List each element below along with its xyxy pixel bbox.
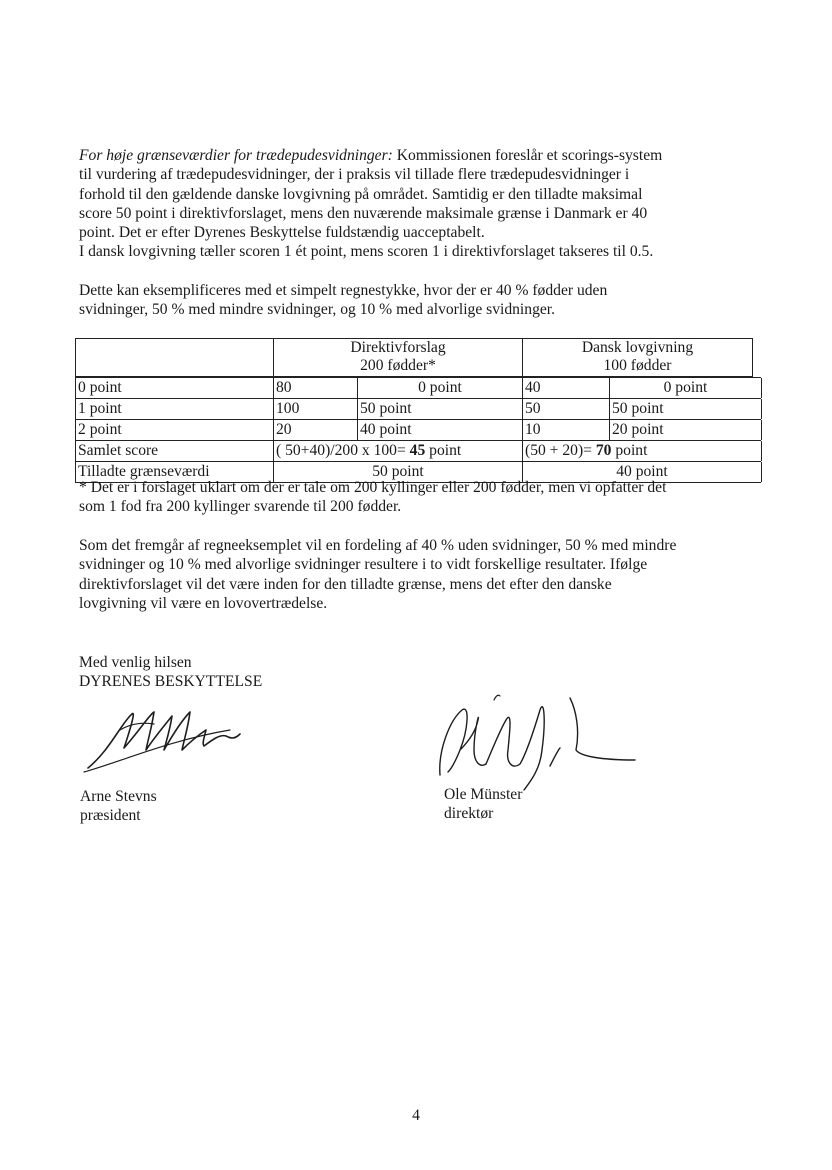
conclusion-paragraph	[79, 536, 729, 613]
directive-count: 100	[274, 399, 358, 419]
intro-line: til vurdering af trædepudesvidninger, der i praksis vil tillade flere trædepudesvidninger i	[79, 166, 630, 184]
example-paragraph	[79, 281, 729, 320]
footnote-line: som 1 fod fra 200 kyllinger svarende til 200 fødder.	[79, 498, 402, 516]
table-header-row	[75, 338, 753, 377]
page-number: 4	[412, 1107, 420, 1124]
directive-count: 20	[274, 420, 358, 440]
directive-total-formula: ( 50+40)/200 x 100=	[276, 442, 410, 459]
danish-count: 10	[523, 420, 610, 440]
row-label: 0 point	[76, 378, 274, 398]
signature-arne-stevns	[80, 700, 260, 780]
conclusion-line: direktivforslaget vil det være inden for den tilladte grænse, mens det efter den danske	[79, 575, 612, 593]
intro-paragraph	[79, 146, 729, 262]
directive-total-value: 45	[409, 442, 426, 459]
signature-ole-munster	[430, 690, 640, 790]
directive-points: 50 point	[358, 399, 523, 419]
closing-organization: DYRENES BESKYTTELSE	[79, 673, 263, 691]
row-label: 1 point	[76, 399, 274, 419]
intro-line: point. Det er efter Dyrenes Beskyttelse fuldstændig uacceptabelt.	[79, 224, 485, 242]
footnote	[79, 478, 729, 517]
header-directive	[274, 339, 523, 376]
example-line: Dette kan eksemplificeres med et simpelt regnestykke, hvor der er 40 % fødder uden	[79, 282, 608, 299]
intro-text: Kommissionen foreslår et scorings-system	[392, 147, 663, 164]
row-label: Samlet score	[76, 441, 274, 461]
row-label: 2 point	[76, 420, 274, 440]
directive-count: 80	[274, 378, 358, 398]
danish-total-unit: point	[611, 442, 648, 459]
header-danish-sub: 100 fødder	[603, 357, 672, 374]
intro-line: score 50 point i direktivforslaget, mens den nuværende maksimale grænse i Danmark er 40	[79, 204, 648, 222]
danish-total-formula: (50 + 20)=	[525, 442, 596, 459]
danish-points: 0 point	[610, 378, 762, 398]
directive-total	[274, 441, 523, 461]
closing	[79, 653, 729, 692]
signatory-name: Ole Münster	[444, 786, 523, 803]
score-comparison-table	[75, 338, 761, 483]
signatory-name: Arne Stevns	[80, 788, 157, 805]
directive-limit: 50 point	[274, 462, 523, 482]
directive-points: 0 point	[358, 378, 523, 398]
table-header-empty	[76, 339, 274, 376]
header-directive-sub: 200 fødder*	[360, 357, 436, 374]
footnote-line: * Det er i forslaget uklart om der er tale om 200 kyllinger eller 200 fødder, men vi opfatter det	[79, 479, 667, 496]
signatory-2	[444, 785, 522, 824]
directive-points: 40 point	[358, 420, 523, 440]
header-danish	[523, 339, 753, 376]
signatory-title: direktør	[444, 805, 494, 823]
conclusion-line: Som det fremgår af regneeksemplet vil en fordeling af 40 % uden svidninger, 50 % med mindre	[79, 537, 677, 554]
header-directive-title: Direktivforslag	[350, 339, 446, 356]
table-row-total	[75, 441, 761, 462]
conclusion-line: svidninger og 10 % med alvorlige svidninger resultere i to vidt forskellige resultater. Ifølge	[79, 556, 648, 574]
signatory-1	[80, 787, 157, 826]
danish-limit: 40 point	[523, 462, 762, 482]
table-row	[75, 399, 761, 420]
conclusion-line: lovgivning vil være en lovovertrædelse.	[79, 594, 328, 612]
closing-greeting: Med venlig hilsen	[79, 654, 192, 671]
danish-count: 40	[523, 378, 610, 398]
intro-line: I dansk lovgivning tæller scoren 1 ét point, mens scoren 1 i direktivforslaget takseres til 0.5.	[79, 243, 654, 261]
danish-points: 20 point	[610, 420, 762, 440]
danish-count: 50	[523, 399, 610, 419]
intro-lead: For høje grænseværdier for trædepudesvidninger:	[79, 147, 393, 164]
danish-total	[523, 441, 762, 461]
intro-line: forhold til den gældende danske lovgivning på området. Samtidig er den tilladte maksimal	[79, 185, 643, 203]
signatory-title: præsident	[80, 807, 141, 825]
header-danish-title: Dansk lovgivning	[581, 339, 694, 356]
danish-points: 50 point	[610, 399, 762, 419]
example-line: svidninger, 50 % med mindre svidninger, og 10 % med alvorlige svidninger.	[79, 301, 556, 319]
table-row	[75, 377, 761, 399]
danish-total-value: 70	[595, 442, 612, 459]
directive-total-unit: point	[425, 442, 462, 459]
table-row	[75, 420, 761, 441]
row-label: Tilladte grænseværdi	[76, 462, 274, 482]
intro-line-1	[79, 146, 729, 165]
